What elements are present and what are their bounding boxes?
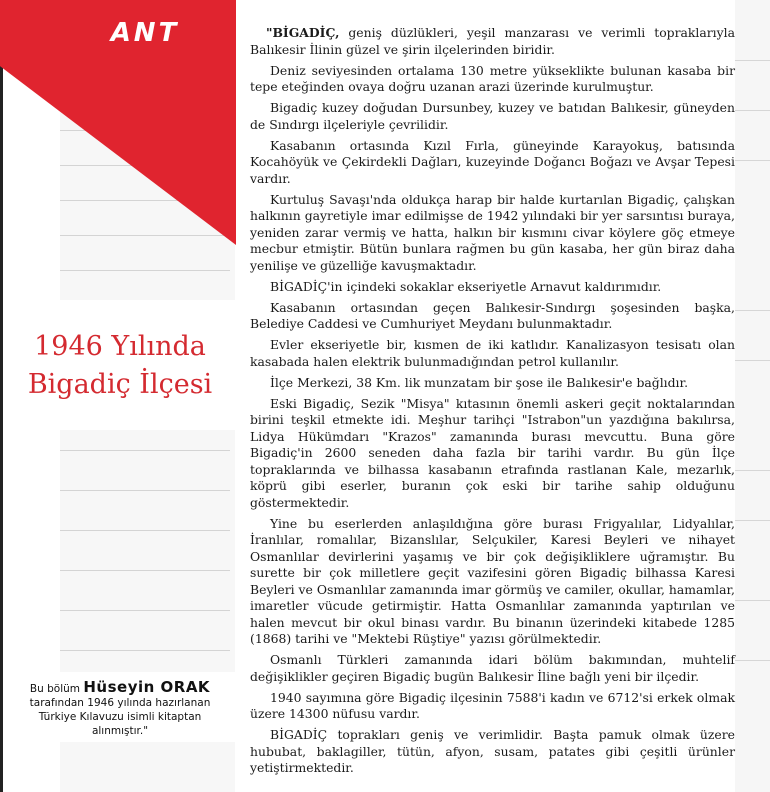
paragraph: Bigadiç kuzey doğudan Dursunbey, kuzey ve batıdan Balıkesir, güneyden de Sındırgı ilçeleriyle çevrilidir. (250, 100, 735, 132)
title-line-1: 1946 Yılında (34, 331, 206, 362)
credit-author: Hüseyin ORAK (83, 678, 211, 696)
credit-line-2: tarafından 1946 yılında hazırlanan (29, 697, 211, 709)
next-page-bleed (735, 0, 770, 792)
paragraph: Deniz seviyesinden ortalama 130 metre yükseklikte bulunan kasaba bir tepe eteğinden ovaya doğru uzanan arazi üzerinde kurulmuştur. (250, 62, 735, 94)
credit-line-3: Türkiye Kılavuzu isimli kitaptan (38, 711, 202, 723)
credit-prefix: Bu bölüm (29, 683, 81, 695)
title-line-2: Bigadiç İlçesi (27, 369, 213, 400)
paragraph: İlçe Merkezi, 38 Km. lik munzatam bir şose ile Balıkesir'e bağlıdır. (270, 374, 689, 390)
page-title (20, 328, 220, 404)
paragraph: BİGADİÇ'in içindeki sokaklar ekseriyetle Arnavut kaldırımıdır. (270, 278, 662, 294)
paragraph: Kasabanın ortasında Kızıl Fırla, güneyinde Karayokuş, batısında Kocahöyük ve Çekirdekli Dağları, kuzeyinde Doğancı Boğazı ve Avşar Tepesi vardır. (250, 137, 735, 186)
credit-line-4: alınmıştır." (91, 725, 149, 737)
source-credit (10, 680, 230, 738)
paragraph: Kurtuluş Savaşı'nda oldukça harap bir halde kurtarılan Bigadiç, çalışkan halkının gayretiyle imar edilmişse de 1942 yılındaki bir yer sarsıntısı buraya, yeniden zarar vermiş ve hatta, halkın bir kısmını civar köylere göç etmeye mecbur etmiştir. Bütün bunlara rağmen bu gün kasaba, her gün biraz daha yenilişe ve güzelliğe kavuşmaktadır. (250, 191, 735, 273)
paragraph: 1940 sayımına göre Bigadiç ilçesinin 7588'i kadın ve 6712'si erkek olmak üzere 14300 nüfusu vardır. (250, 689, 735, 721)
paragraph: Osmanlı Türkleri zamanında idari bölüm bakımından, muhtelif değişiklikler geçiren Bigadiç bugün Balıkesir İline bağlı yeni bir ilçedir. (250, 652, 735, 684)
paragraph: Kasabanın ortasından geçen Balıkesir-Sındırgı şoşesinden başka, Belediye Caddesi ve Cumhuriyet Meydanı bulunmaktadır. (250, 299, 735, 331)
paragraph: Yine bu eserlerden anlaşıldığına göre burası Frigyalılar, Lidyalılar, İranlılar, romalılar, Bizanslılar, Selçukiler, Karesi Beyleri ve nihayet Osmanlılar devirlerini yaşamış ve bir çok değişikliklere uğramıştır. Bu surette bir çok milletlere geçit vazifesini gören Bigadiç bilhassa Karesi Beyleri ve Osmanlılar zamanında imar görmüş ve camiler, okullar, hamamlar, imaretler vücude getirmiştir. Hatta Osmanlılar zamanında yaptırılan ve halen mevcut bir okul binası vardır. Bu binanın üzerindeki kitabede 1285 (1868) tarihi ve "Mektebi Rüştiye" yazısı görülmektedir. (250, 515, 735, 646)
paragraph-lead: "BİGADİÇ, (266, 25, 340, 40)
paragraph: "BİGADİÇ, geniş düzlükleri, yeşil manzarası ve verimli topraklarıyla Balıkesir İlinin güzel ve şirin ilçelerinden biridir. (250, 25, 735, 57)
paragraph: BİGADİÇ toprakları geniş ve verimlidir. Başta pamuk olmak üzere hububat, baklagiller, tütün, afyon, susam, patates gibi çeşitli ürünler yetiştirmektedir. (250, 727, 735, 775)
paragraph: Eski Bigadiç, Sezik "Misya" kıtasının önemli askeri geçit noktalarından birini teşkil etmekte idi. Meşhur tarihçi "Istrabon"un yazdığına bakılırsa, Lidya Hükümdarı "Krazos" zamanında burası mevcuttu. Buna göre Bigadiç'in 2600 seneden daha fazla bir tarihi vardır. Bu gün İlçe topraklarında ve bilhassa kasabanın etrafında rastlanan Kale, mezarlık, köprü gibi eserler, buranın çok eski bir tarihe sahip olduğunu göstermektedir. (250, 395, 735, 510)
brand-logo: ANT (110, 18, 180, 48)
article-body (250, 25, 735, 781)
paragraph: Evler ekseriyetle bir, kısmen de iki katlıdır. Kanalizasyon tesisatı olan kasabada halen elektrik bulunmadığından petrol kullanılır. (250, 337, 735, 369)
